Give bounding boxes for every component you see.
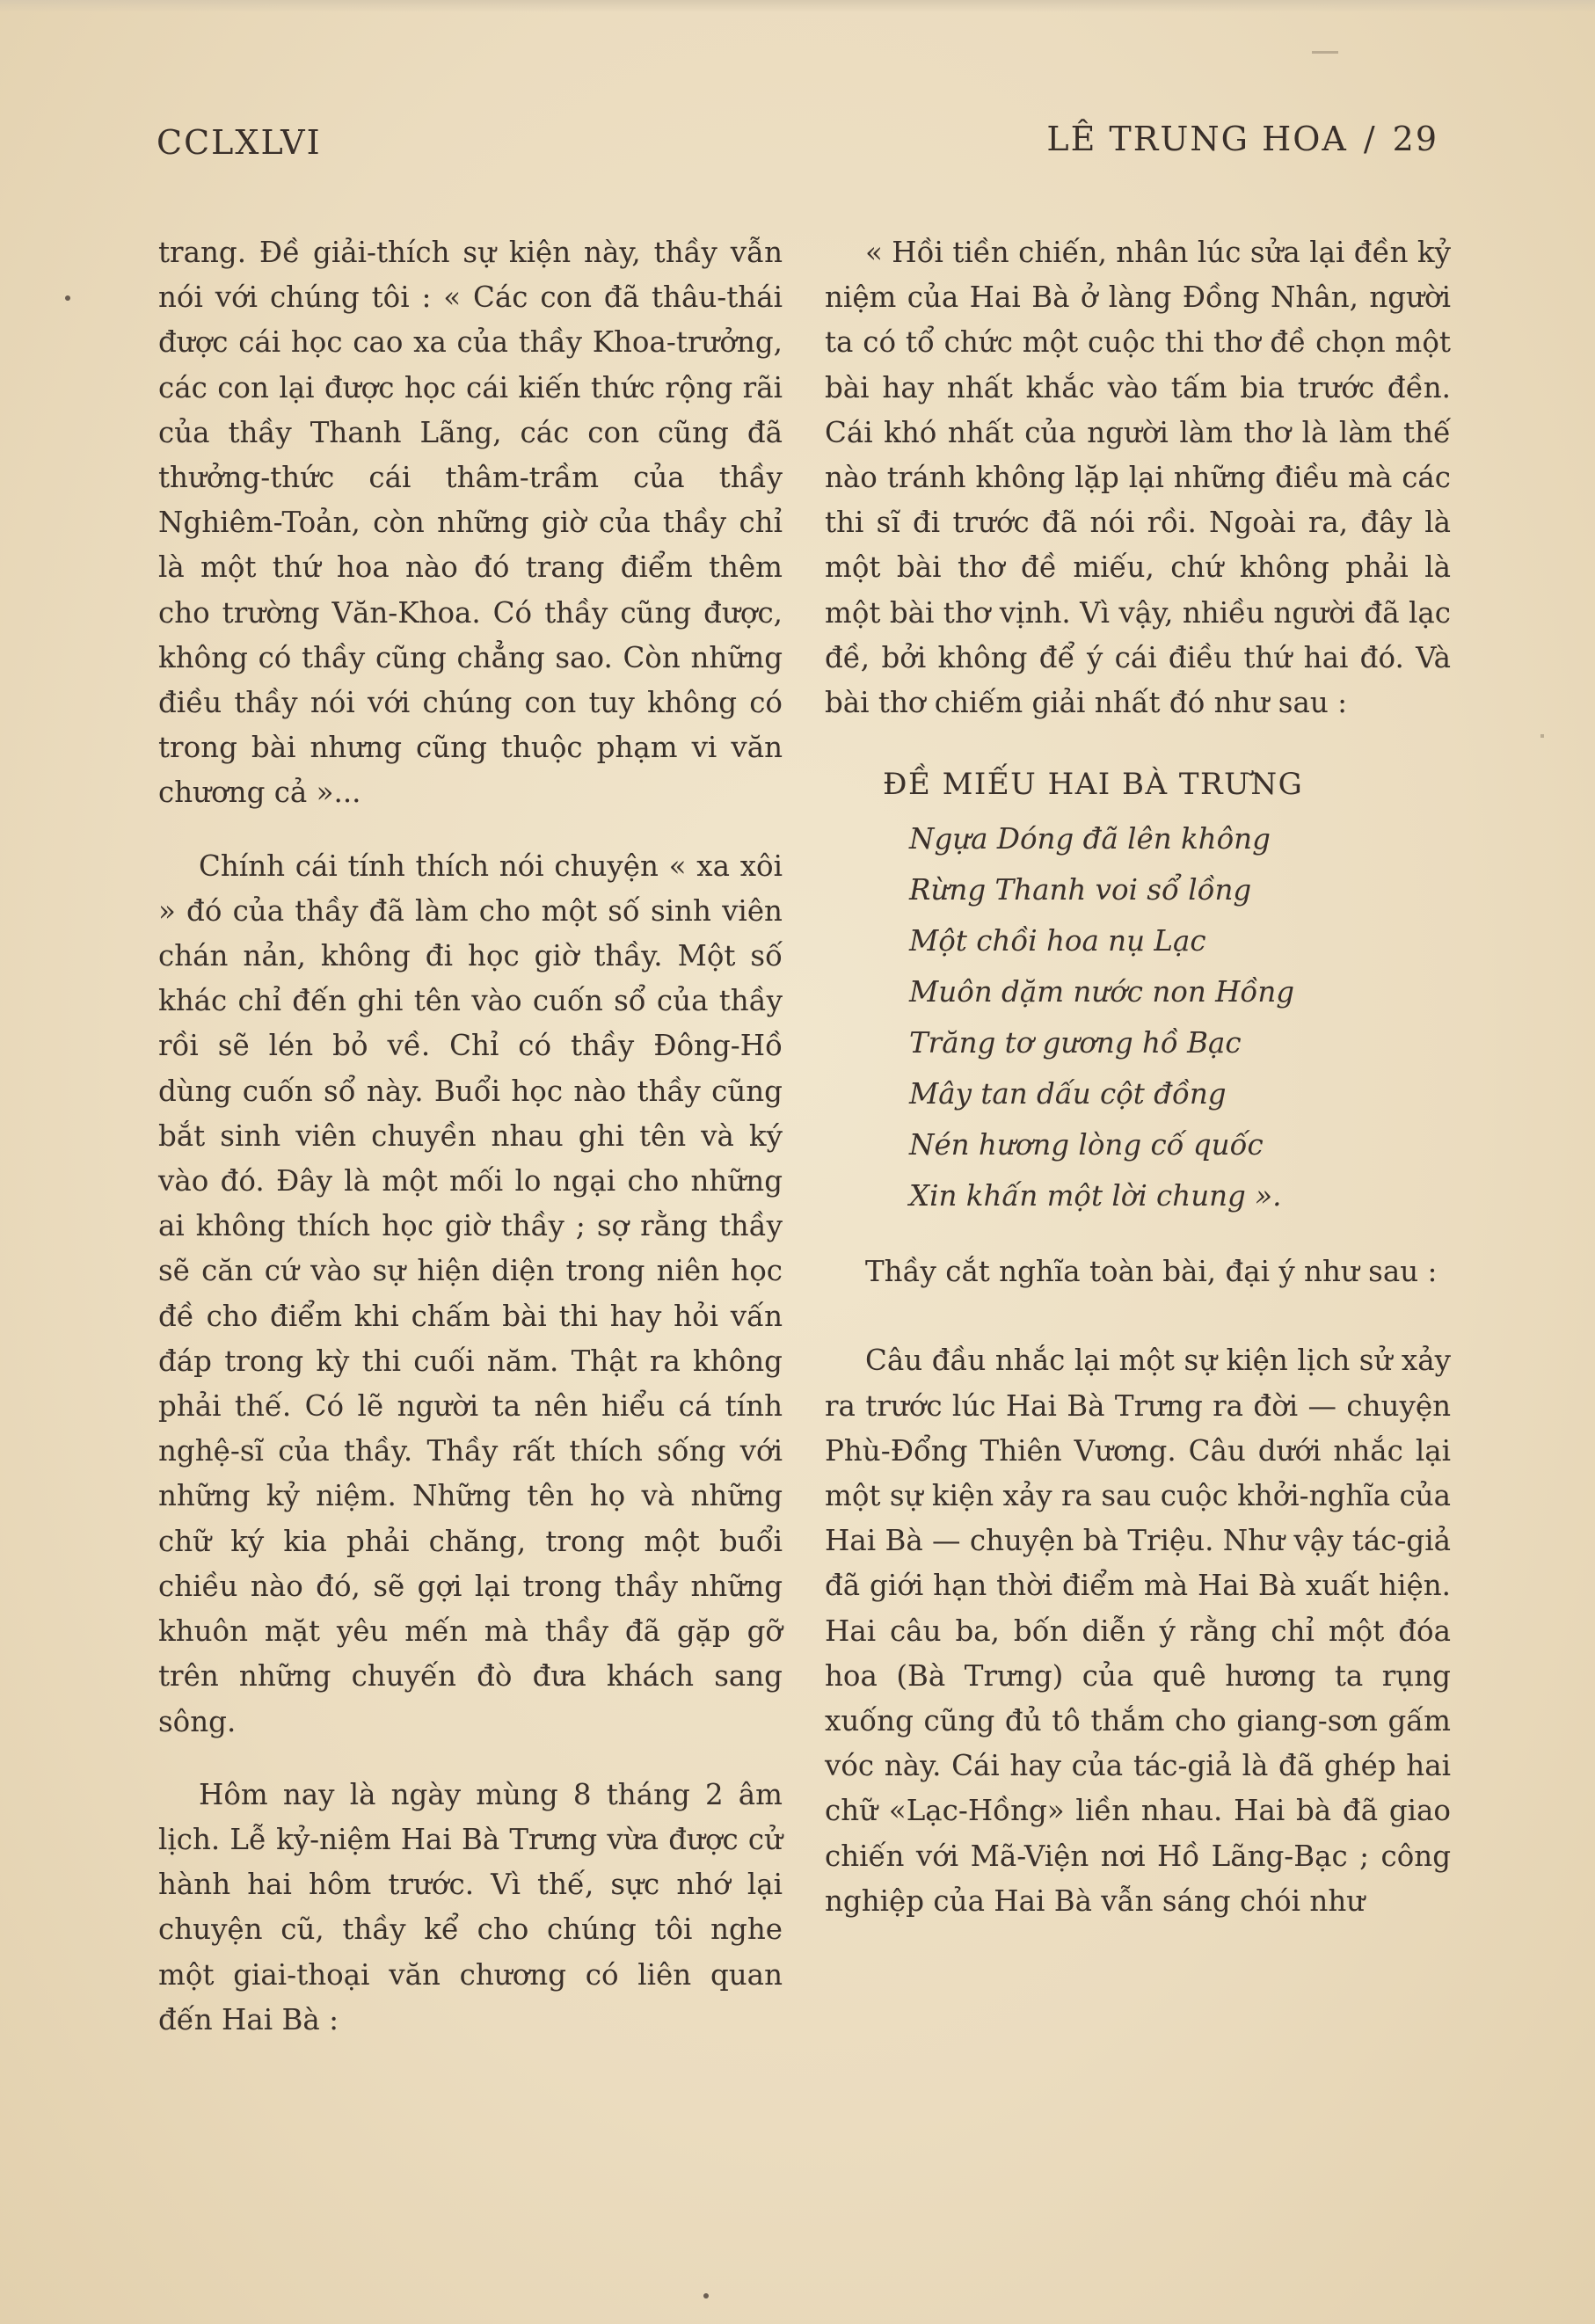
poem-line: Rừng Thanh voi sổ lồng xyxy=(909,873,1252,907)
poem-line: Ngựa Dóng đã lên không xyxy=(909,822,1271,856)
paper-mark xyxy=(1540,734,1544,738)
header-separator: / xyxy=(1363,120,1377,158)
paper-mark xyxy=(1312,51,1338,54)
page-number: 29 xyxy=(1392,120,1438,158)
paper-speck xyxy=(65,295,70,301)
paragraph: Câu đầu nhắc lại một sự kiện lịch sử xảy ra trước lúc Hai Bà Trưng ra đời — chuyện Phù-Đổng Thiên Vương. Câu dưới nhắc lại một sự kiện xảy ra sau cuộc khởi-nghĩa của Hai Bà — chuyện bà Triệu. Như vậy tác-giả đã giới hạn thời điểm mà Hai Bà xuất hiện. Hai câu ba, bốn diễn ý rằng chỉ một đóa hoa (Bà Trưng) của quê hương ta rụng xuống cũng đủ tô thắm cho giang-sơn gấm vóc này. Cái hay của tác-giả là đã ghép hai chữ «Lạc-Hồng» liền nhau. Hai bà đã giao chiến với Mã-Viện nơi Hồ Lãng-Bạc ; công nghiệp của Hai Bà vẫn sáng chói như xyxy=(825,1344,1451,1918)
paragraph: « Hồi tiền chiến, nhân lúc sửa lại đền kỷ niệm của Hai Bà ở làng Đồng Nhân, người ta có tổ chức một cuộc thi thơ đề chọn một bài hay nhất khắc vào tấm bia trước đền. Cái khó nhất của người làm thơ là làm thế nào tránh không lặp lại những điều mà các thi sĩ đi trước đã nói rồi. Ngoài ra, đây là một bài thơ đề miếu, chứ không phải là một bài thơ vịnh. Vì vậy, nhiều người đã lạc đề, bởi không để ý cái điều thứ hai đó. Và bài thơ chiếm giải nhất đó như sau : xyxy=(825,236,1451,720)
author-page-header xyxy=(1046,120,1438,158)
left-column xyxy=(158,230,783,2043)
paper-speck xyxy=(703,2293,709,2299)
poem-line: Nén hương lòng cố quốc xyxy=(909,1128,1264,1162)
poem xyxy=(909,813,1451,1221)
poem-line: Xin khấn một lời chung ». xyxy=(909,1179,1282,1213)
poem-line: Mây tan dấu cột đồng xyxy=(909,1077,1227,1111)
running-header xyxy=(0,120,1595,176)
paragraph: Hôm nay là ngày mùng 8 tháng 2 âm lịch. Lễ kỷ-niệm Hai Bà Trưng vừa được cử hành hai hôm trước. Vì thế, sực nhớ lại chuyện cũ, thầy kể cho chúng tôi nghe một giai-thoại văn chương có liên quan đến Hai Bà : xyxy=(158,1777,783,2036)
poem-line: Một chồi hoa nụ Lạc xyxy=(909,924,1206,958)
section-number: CCLXLVI xyxy=(157,123,322,162)
poem-title: ĐỀ MIẾU HAI BÀ TRƯNG xyxy=(883,767,1304,803)
paragraph: Chính cái tính thích nói chuyện « xa xôi » đó của thầy đã làm cho một số sinh viên chán nản, không đi học giờ thầy. Một số khác chỉ đến ghi tên vào cuốn sổ của thầy rồi sẽ lén bỏ về. Chỉ có thầy Đông-Hồ dùng cuốn sổ này. Buổi học nào thầy cũng bắt sinh viên chuyền nhau ghi tên và ký vào đó. Đây là một mối lo ngại cho những ai không thích học giờ thầy ; sợ rằng thầy sẽ căn cứ vào sự hiện diện trong niên học đề cho điểm khi chấm bài thi hay hỏi vấn đáp trong kỳ thi cuối năm. Thật ra không phải thế. Có lẽ người ta nên hiểu cá tính nghệ-sĩ của thầy. Thầy rất thích sống với những kỷ niệm. Những tên họ và những chữ ký kia phải chăng, trong một buổi chiều nào đó, sẽ gợi lại trong thầy những khuôn mặt yêu mến mà thầy đã gặp gỡ trên những chuyến đò đưa khách sang sông. xyxy=(158,849,783,1738)
poem-line: Trăng tơ gương hồ Bạc xyxy=(909,1026,1242,1060)
right-column xyxy=(825,230,1451,1924)
paragraph: Thầy cắt nghĩa toàn bài, đại ý như sau : xyxy=(865,1255,1438,1289)
paragraph: trang. Đề giải-thích sự kiện này, thầy vẫn nói với chúng tôi : « Các con đã thâu-thái được cái học cao xa của thầy Khoa-trưởng, các con lại được học cái kiến thức rộng rãi của thầy Thanh Lãng, các con cũng đã thưởng-thức cái thâm-trầm của thầy Nghiêm-Toản, còn những giờ của thầy chỉ là một thứ hoa nào đó trang điểm thêm cho trường Văn-Khoa. Có thầy cũng được, không có thầy cũng chẳng sao. Còn những điều thầy nói với chúng con tuy không có trong bài nhưng cũng thuộc phạm vi văn chương cả »... xyxy=(158,236,783,810)
poem-line: Muôn dặm nước non Hồng xyxy=(909,975,1295,1009)
author-name: LÊ TRUNG HOA xyxy=(1046,120,1348,158)
